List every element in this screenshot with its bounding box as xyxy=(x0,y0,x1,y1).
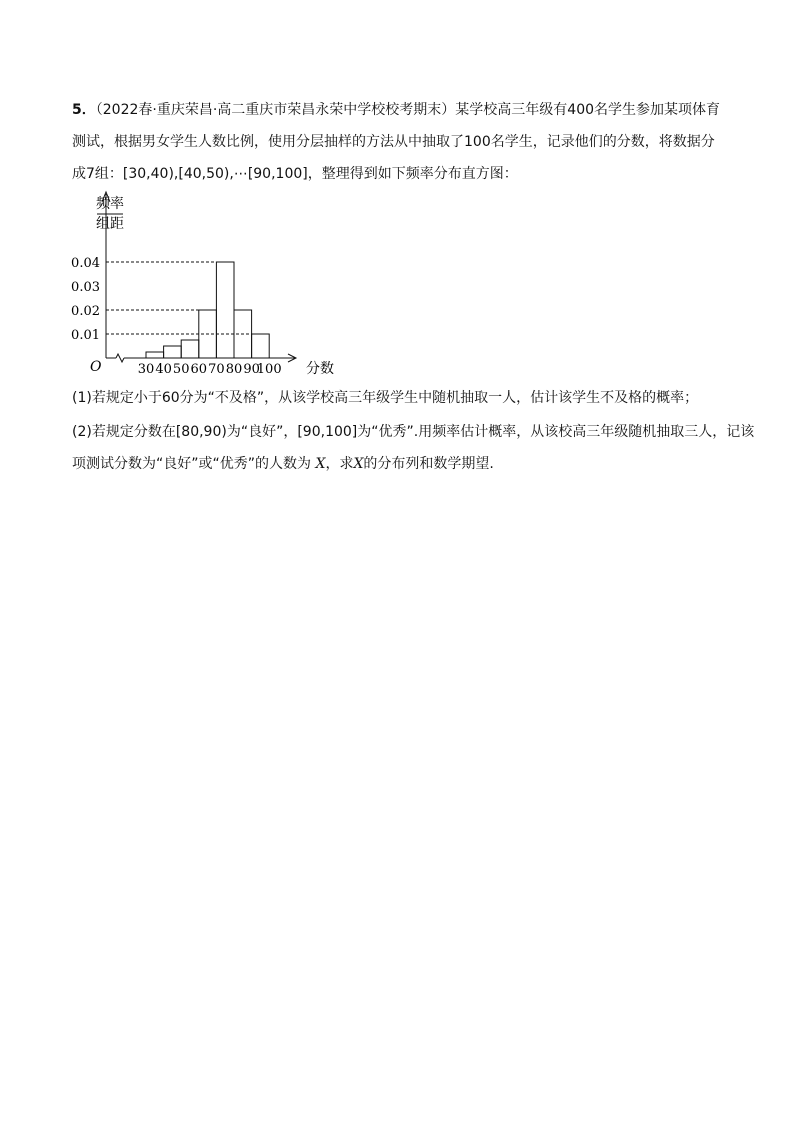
histogram-bar xyxy=(252,334,270,358)
variable-x: X xyxy=(315,456,326,472)
x-tick-label: 100 xyxy=(256,362,282,377)
question-1: (1)若规定小于60分为“不及格”，从该学校高三年级学生中随机抽取一人，估计该学生不及格的概率； xyxy=(72,390,699,406)
x-axis-label: 分数 xyxy=(306,361,334,377)
question-2-text-b: ，求 xyxy=(325,456,354,472)
histogram-bar xyxy=(146,352,164,358)
histogram-figure xyxy=(60,188,340,378)
problem-line-3: 成7组：[30,40),[40,50),⋯[90,100]，整理得到如下频率分布直方图： xyxy=(72,166,518,182)
y-tick-label: 0.01 xyxy=(71,328,100,343)
question-2-line-2 xyxy=(72,454,494,474)
x-tick-label: 90 xyxy=(243,362,260,377)
problem-number: 5． xyxy=(72,102,96,118)
x-tick-label: 50 xyxy=(172,362,190,377)
x-tick-label: 40 xyxy=(155,362,172,377)
x-tick-label: 70 xyxy=(208,362,225,377)
origin-label: O xyxy=(90,359,102,375)
histogram-bar xyxy=(164,346,182,358)
y-axis-label-top: 频率 xyxy=(96,196,124,212)
y-tick-label: 0.02 xyxy=(71,304,100,319)
y-axis-label-bottom: 组距 xyxy=(96,216,124,232)
question-2-text-c: 的分布列和数学期望. xyxy=(363,456,494,472)
x-tick-label: 30 xyxy=(137,362,155,377)
x-tick-label: 60 xyxy=(190,362,208,377)
axis-break-icon xyxy=(116,354,124,362)
problem-line-2: 测试，根据男女学生人数比例，使用分层抽样的方法从中抽取了100名学生，记录他们的分数，将数据分 xyxy=(72,134,715,150)
problem-line-1 xyxy=(72,100,720,120)
x-tick-label: 80 xyxy=(225,362,243,377)
y-tick-label: 0.04 xyxy=(71,256,100,271)
y-tick-label: 0.03 xyxy=(71,280,100,295)
histogram-guides xyxy=(106,262,252,334)
question-2-text-a: 项测试分数为“良好”或“优秀”的人数为 xyxy=(72,456,312,472)
variable-x: X xyxy=(353,456,364,472)
histogram-bars xyxy=(146,262,269,358)
histogram-tick-labels xyxy=(71,256,282,377)
problem-source: （2022春·重庆荣昌·高二重庆市荣昌永荣中学校校考期末） xyxy=(95,102,456,118)
histogram-bar xyxy=(181,340,199,358)
histogram-bar xyxy=(216,262,234,358)
question-2-line-1: (2)若规定分数在[80,90)为“良好”，[90,100]为“优秀”.用频率估计概率，从该校高三年级随机抽取三人，记该 xyxy=(72,424,755,440)
problem-line-1-text: 某学校高三年级有400名学生参加某项体育 xyxy=(455,102,721,118)
